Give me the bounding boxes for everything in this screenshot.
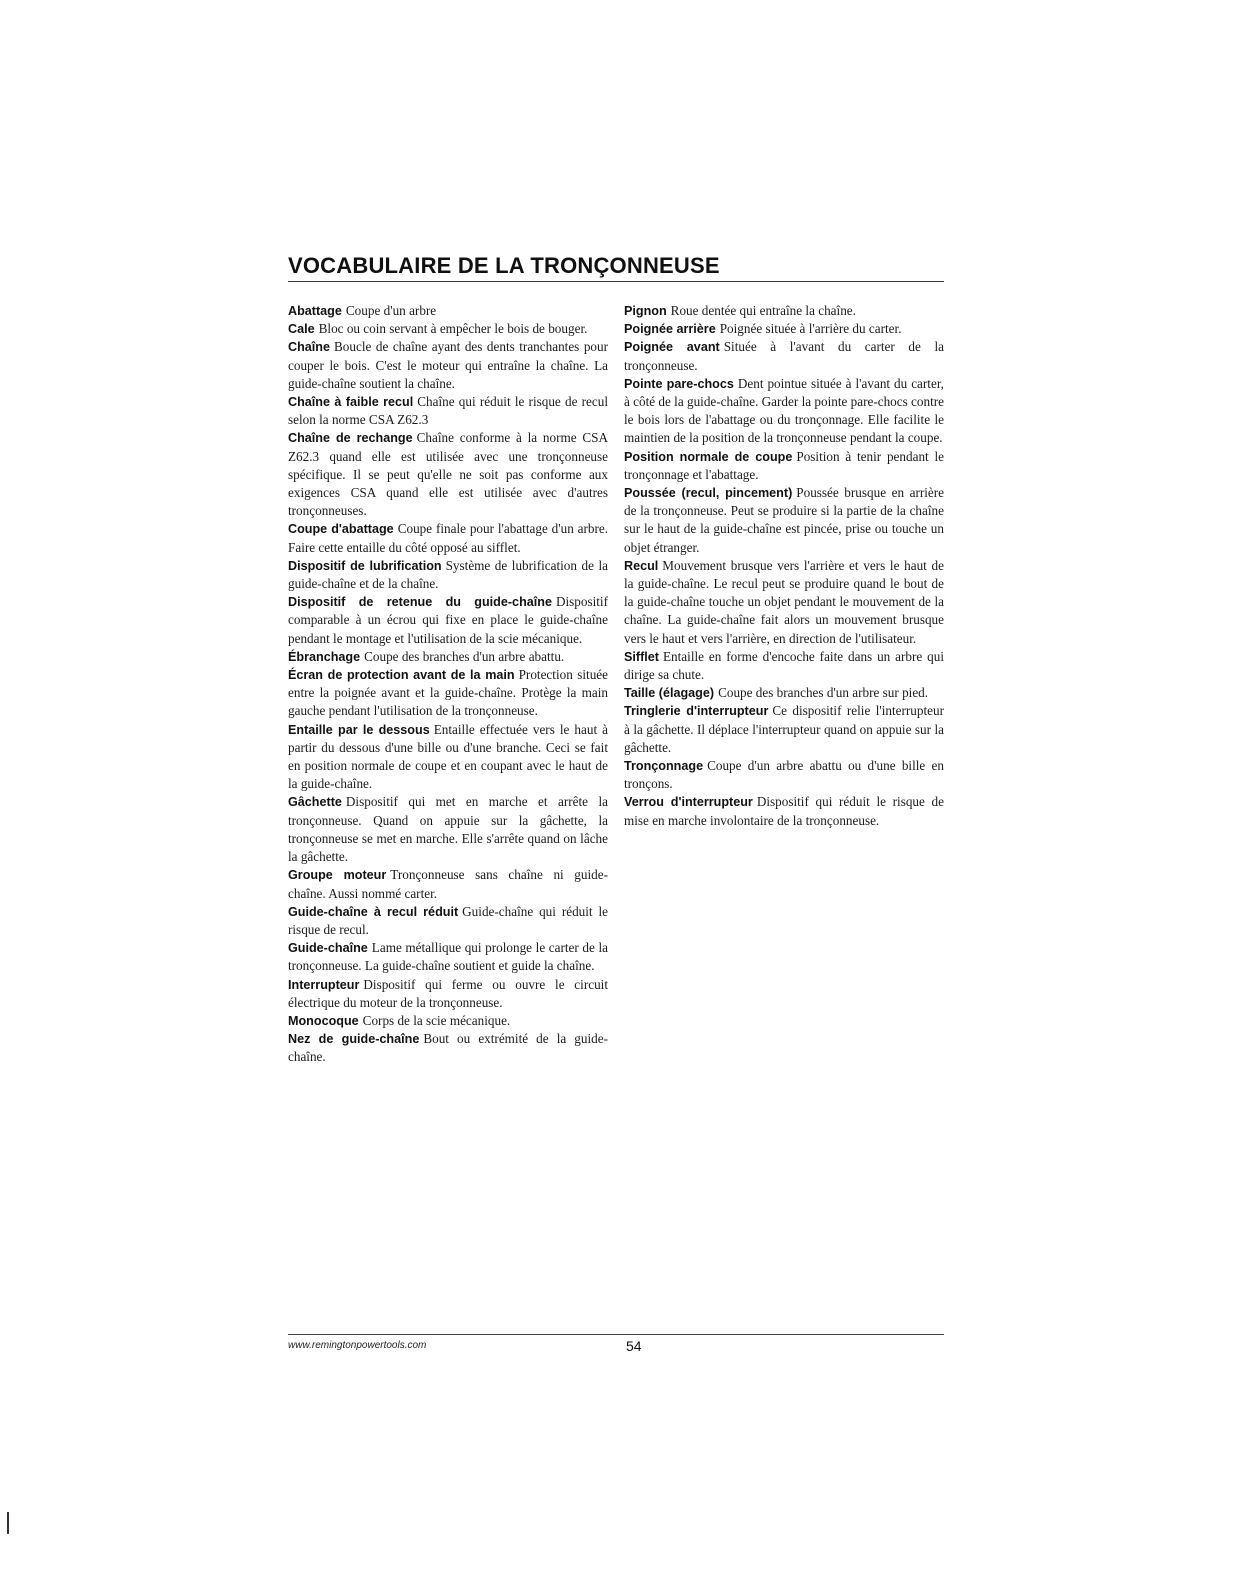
glossary-term: Poussée (recul, pincement): [624, 486, 793, 501]
glossary-definition: Bloc ou coin servant à empêcher le bois de bouger.: [318, 321, 588, 337]
glossary-term: Taille (élagage): [624, 686, 715, 701]
glossary-entry: [288, 429, 608, 520]
page-number: 54: [626, 1338, 642, 1354]
glossary-term: Nez de guide-chaîne: [288, 1032, 420, 1047]
glossary-entry: [624, 448, 944, 484]
glossary-term: Entaille par le dessous: [288, 722, 430, 737]
footer-website-link[interactable]: www.remingtonpowertools.com: [288, 1340, 427, 1351]
scan-artifact-mark: [7, 1512, 9, 1534]
footer-divider: [288, 1334, 944, 1335]
glossary-definition: Boucle de chaîne ayant des dents tranchantes pour couper le bois. C'est le moteur qui entraîne la chaîne. La guide-chaîne soutient la chaîne.: [288, 339, 608, 391]
glossary-entry: [288, 666, 608, 721]
glossary-term: Ébranchage: [288, 649, 361, 664]
glossary-column-right: [624, 302, 944, 830]
glossary-term: Dispositif de lubrification: [288, 558, 442, 573]
glossary-entry: [288, 302, 608, 320]
glossary-entry: [288, 866, 608, 902]
glossary-entry: [624, 338, 944, 374]
glossary-term: Tringlerie d'interrupteur: [624, 704, 769, 719]
glossary-definition: Coupe d'un arbre: [345, 303, 437, 318]
glossary-definition: Coupe des branches d'un arbre sur pied.: [718, 685, 929, 701]
glossary-definition: Corps de la scie mécanique.: [362, 1012, 511, 1028]
glossary-definition: Coupe des branches d'un arbre abattu.: [364, 648, 565, 664]
glossary-definition: Poussée brusque en arrière de la tronçonneuse. Peut se produire si la partie de la chaîne sur le haut de la guide-chaîne est pincée, prise ou touche un objet étranger.: [624, 485, 944, 555]
glossary-definition: Roue dentée qui entraîne la chaîne.: [670, 303, 856, 318]
glossary-entry: [288, 976, 608, 1012]
glossary-entry: [288, 338, 608, 393]
glossary-entry: [288, 648, 608, 666]
glossary-definition: Mouvement brusque vers l'arrière et vers le haut de la guide-chaîne. Le recul peut se produire quand le bout de la guide-chaîne touche un objet pendant le mouvement de la chaîne. La guide-chaîne fait alors un mouvement brusque vers le haut et vers l'arrière, en direction de l'utilisateur.: [624, 557, 944, 646]
glossary-definition: Située à l'avant du carter de la tronçonneuse.: [624, 339, 945, 373]
glossary-term: Poignée arrière: [624, 322, 716, 337]
glossary-entry: [288, 520, 608, 556]
glossary-term: Pignon: [624, 304, 667, 318]
glossary-term: Poignée avant: [624, 340, 720, 355]
glossary-entry: [624, 375, 944, 448]
glossary-definition: Dispositif qui met en marche et arrête la tronçonneuse. Quand on appuie sur la gâchette, la tronçonneuse se met en marche. Elle s'arrête quand on lâche la gâchette.: [288, 794, 608, 865]
glossary-entry: [624, 684, 944, 702]
glossary-term: Cale: [288, 322, 315, 337]
glossary-definition: Dispositif qui ferme ou ouvre le circuit électrique du moteur de la tronçonneuse.: [288, 976, 608, 1010]
glossary-definition: Poignée située à l'arrière du carter.: [719, 321, 902, 337]
glossary-entry: [288, 721, 608, 794]
glossary-term: Écran de protection avant de la main: [288, 668, 515, 683]
glossary-definition: Tronçonneuse sans chaîne ni guide-chaîne. Aussi nommé carter.: [288, 867, 609, 901]
glossary-definition: Système de lubrification de la guide-chaîne et de la chaîne.: [288, 557, 608, 592]
glossary-term: Sifflet: [624, 649, 659, 664]
glossary-term: Abattage: [288, 304, 342, 318]
glossary-term: Interrupteur: [288, 977, 360, 992]
glossary-entry: [288, 320, 608, 338]
glossary-entry: [624, 320, 944, 338]
glossary-entry: [624, 648, 944, 684]
glossary-term: Chaîne: [288, 340, 330, 355]
glossary-definition: Bout ou extrémité de la guide-chaîne.: [288, 1031, 608, 1065]
glossary-definition: Dispositif comparable à un écrou qui fixe en place le guide-chaîne pendant le montage et l'utilisation de la scie mécanique.: [288, 594, 608, 646]
glossary-definition: Coupe d'un arbre abattu ou d'une bille en tronçons.: [624, 758, 944, 792]
glossary-entry: [624, 484, 944, 557]
glossary-term: Tronçonnage: [624, 759, 704, 774]
glossary-definition: Dent pointue située à l'avant du carter, à côté de la guide-chaîne. Garder la pointe pare-chocs contre le bois lors de l'abattage ou du tronçonnage. Elle facilite le maintien de la position de la tronçonneuse pendant la coupe.: [624, 375, 944, 446]
glossary-entry: [288, 1012, 608, 1030]
glossary-term: Chaîne à faible recul: [288, 395, 414, 410]
glossary-term: Pointe pare-chocs: [624, 376, 734, 391]
glossary-definition: Entaille en forme d'encoche faite dans un arbre qui dirige sa chute.: [624, 648, 944, 683]
glossary-entry: [288, 1030, 608, 1066]
glossary-entry: [288, 793, 608, 866]
glossary-term: Guide-chaîne: [288, 941, 368, 956]
glossary-definition: Guide-chaîne qui réduit le risque de recul.: [288, 903, 608, 937]
glossary-definition: Chaîne qui réduit le risque de recul selon la norme CSA Z62.3: [288, 394, 609, 428]
glossary-term: Verrou d'interrupteur: [624, 795, 753, 810]
glossary-definition: Lame métallique qui prolonge le carter de la tronçonneuse. La guide-chaîne soutient et guide la chaîne.: [288, 940, 608, 974]
glossary-definition: Ce dispositif relie l'interrupteur à la gâchette. Il déplace l'interrupteur quand on appuie sur la gâchette.: [624, 703, 944, 755]
glossary-entry: [288, 939, 608, 975]
glossary-definition: Protection située entre la poignée avant et la guide-chaîne. Protège la main gauche pendant l'utilisation de la tronçonneuse.: [288, 667, 608, 719]
glossary-entry: [624, 302, 944, 320]
glossary-term: Dispositif de retenue du guide-chaîne: [288, 595, 552, 610]
glossary-term: Chaîne de rechange: [288, 431, 413, 446]
page-title: VOCABULAIRE DE LA TRONÇONNEUSE: [288, 253, 944, 282]
glossary-column-left: [288, 302, 608, 1067]
glossary-definition: Coupe finale pour l'abattage d'un arbre. Faire cette entaille du côté opposé au sifflet.: [288, 521, 608, 555]
glossary-term: Gâchette: [288, 795, 342, 810]
glossary-term: Groupe moteur: [288, 868, 387, 883]
glossary-entry: [624, 557, 944, 648]
glossary-entry: [288, 903, 608, 939]
glossary-term: Coupe d'abattage: [288, 522, 394, 537]
glossary-entry: [624, 757, 944, 793]
glossary-entry: [288, 593, 608, 648]
glossary-term: Recul: [624, 558, 659, 573]
glossary-term: Monocoque: [288, 1013, 359, 1028]
glossary-definition: Dispositif qui réduit le risque de mise en marche involontaire de la tronçonneuse.: [624, 794, 945, 828]
glossary-term: Guide-chaîne à recul réduit: [288, 904, 459, 919]
glossary-entry: [624, 793, 944, 829]
glossary-definition: Entaille effectuée vers le haut à partir du dessous d'une bille ou d'une branche. Ceci se fait en position normale de coupe et en coupant avec le haut de la guide-chaîne.: [288, 721, 608, 792]
glossary-entry: [624, 702, 944, 757]
glossary-entry: [288, 557, 608, 593]
glossary-definition: Chaîne conforme à la norme CSA Z62.3 quand elle est utilisée avec une tronçonneuse spécifique. Il se peut qu'elle ne soit pas conforme aux exigences CSA quand elle est utilisée avec d'autres tronçonneuses.: [288, 430, 608, 519]
glossary-definition: Position à tenir pendant le tronçonnage et l'abattage.: [624, 448, 944, 482]
glossary-term: Position normale de coupe: [624, 449, 793, 464]
glossary-entry: [288, 393, 608, 429]
